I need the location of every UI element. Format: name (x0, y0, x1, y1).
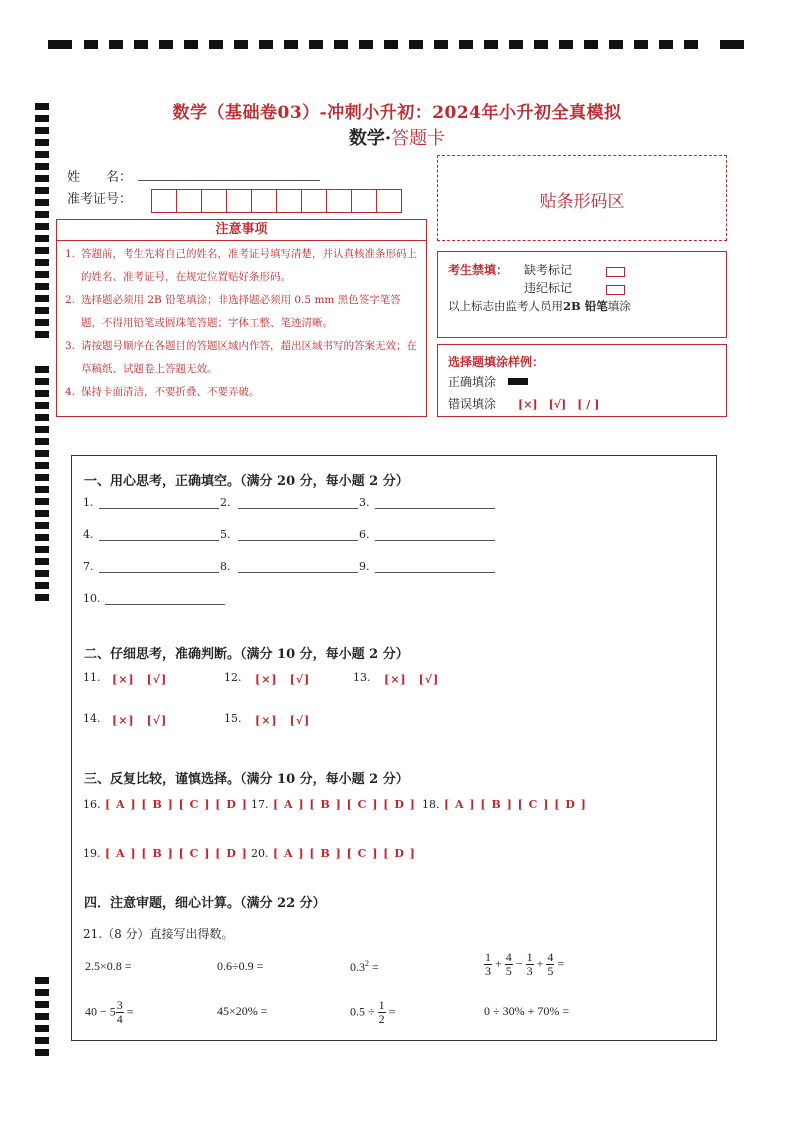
section-4-title: 四．注意审题，细心计算。（满分 22 分） (84, 896, 326, 911)
notice-item: 4. 保持卡面清洁，不要折叠、不要弄破。 (65, 386, 260, 398)
q10-number: 10. (83, 592, 101, 605)
section-3-title: 三、反复比较，谨慎选择。（满分 10 分，每小题 2 分） (84, 772, 409, 787)
card-title-sub: 答题卡 (391, 128, 446, 149)
q15-number: 15. (224, 712, 242, 725)
id-digit-box[interactable] (176, 189, 202, 213)
card-title (0, 124, 794, 150)
q21-prompt: 21.（8 分）直接写出得数。 (83, 927, 234, 941)
exam-id-boxes[interactable] (152, 189, 402, 213)
answer-area (71, 455, 717, 1041)
q3-number: 3. (359, 496, 370, 509)
sample-title: 选择题填涂样例： (448, 355, 545, 369)
q16-number: 16. (83, 798, 101, 811)
forbid-title: 考生禁填： (448, 263, 509, 277)
calc-item-4: $\frac{1}{3}$ + $\frac{4}{5}$ − $\frac{1}{3}$ + $\frac{4}{5}$ = (485, 950, 565, 978)
q11-options[interactable]: [×] [√] (112, 673, 168, 686)
calc-item-1: 2.5×0.8 = (85, 959, 132, 973)
exam-id-label: 准考证号： (67, 192, 133, 207)
id-digit-box[interactable] (351, 189, 377, 213)
q17-options[interactable]: [ A ] [ B ] [ C ] [ D ] (273, 798, 416, 811)
calc-item-7: 0.5 ÷ $\frac{1}{2}$ = (350, 998, 396, 1026)
q20-number: 20. (251, 847, 269, 860)
q3-answer-line[interactable] (375, 508, 495, 509)
q17-number: 17. (251, 798, 269, 811)
q16-options[interactable]: [ A ] [ B ] [ C ] [ D ] (105, 798, 248, 811)
correct-fill-example (508, 374, 528, 388)
q7-number: 7. (83, 560, 94, 573)
calc-item-8: 0 ÷ 30% + 70% = (484, 1004, 570, 1018)
notice-item: 3. 请按题号顺序在各题目的答题区域内作答，超出区域书写的答案无效；在草稿纸、试题卷上答题无效。 (65, 340, 417, 375)
card-title-main: 数学· (348, 128, 392, 149)
violation-label: 违纪标记 (524, 281, 573, 295)
section-1-title: 一、用心思考，正确填空。（满分 20 分，每小题 2 分） (84, 474, 409, 489)
q14-options[interactable]: [×] [√] (112, 714, 168, 727)
q1-number: 1. (83, 496, 94, 509)
notice-item: 2. 选择题必须用 2B 铅笔填涂；非选择题必须用 0.5 mm 黑色签字笔答题，不得用铅笔或圆珠笔答题；字体工整、笔迹清晰。 (65, 294, 401, 329)
q4-answer-line[interactable] (99, 540, 219, 541)
q8-number: 8. (220, 560, 231, 573)
q11-number: 11. (83, 671, 101, 684)
section-2-title: 二、仔细思考，准确判断。（满分 10 分，每小题 2 分） (84, 647, 409, 662)
q2-number: 2. (220, 496, 231, 509)
barcode-area (437, 155, 727, 241)
barcode-label: 贴条形码区 (539, 192, 625, 212)
name-label: 姓 名： (67, 170, 133, 185)
wrong-fill-examples: [×] [√] [ / ] (518, 398, 600, 411)
correct-fill-label: 正确填涂 (448, 375, 497, 389)
q15-options[interactable]: [×] [√] (255, 714, 311, 727)
calc-item-3: $0.3^2$ = (350, 959, 379, 974)
notice-heading: 注意事项 (57, 220, 426, 241)
id-digit-box[interactable] (226, 189, 252, 213)
id-digit-box[interactable] (326, 189, 352, 213)
exam-title: 数学（基础卷03）-冲刺小升初：2024年小升初全真模拟 (172, 103, 622, 123)
calc-item-6: 45×20% = (217, 1004, 268, 1018)
examiner-only-box (437, 251, 727, 338)
q1-answer-line[interactable] (99, 508, 219, 509)
q9-answer-line[interactable] (375, 572, 495, 573)
fill-sample-box (437, 344, 727, 417)
id-digit-box[interactable] (151, 189, 177, 213)
q18-number: 18. (422, 798, 440, 811)
absent-label: 缺考标记 (524, 263, 573, 277)
id-digit-box[interactable] (201, 189, 227, 213)
q12-options[interactable]: [×] [√] (255, 673, 311, 686)
q20-options[interactable]: [ A ] [ B ] [ C ] [ D ] (273, 847, 416, 860)
q12-number: 12. (224, 671, 242, 684)
q9-number: 9. (359, 560, 370, 573)
q6-number: 6. (359, 528, 370, 541)
q18-options[interactable]: [ A ] [ B ] [ C ] [ D ] (444, 798, 587, 811)
absent-mark-box[interactable] (606, 264, 625, 278)
id-digit-box[interactable] (301, 189, 327, 213)
calc-item-2: 0.6÷0.9 = (217, 959, 264, 973)
q13-number: 13. (353, 671, 371, 684)
q8-answer-line[interactable] (238, 572, 358, 573)
wrong-fill-label: 错误填涂 (448, 397, 497, 411)
notice-box (56, 219, 427, 417)
q6-answer-line[interactable] (375, 540, 495, 541)
id-digit-box[interactable] (251, 189, 277, 213)
violation-mark-box[interactable] (606, 282, 625, 296)
id-digit-box[interactable] (376, 189, 402, 213)
q19-number: 19. (83, 847, 101, 860)
q13-options[interactable]: [×] [√] (384, 673, 440, 686)
q5-answer-line[interactable] (238, 540, 358, 541)
q4-number: 4. (83, 528, 94, 541)
id-digit-box[interactable] (276, 189, 302, 213)
forbid-note: 以上标志由监考人员用2B 铅笔填涂 (448, 299, 631, 313)
q10-answer-line[interactable] (105, 604, 225, 605)
name-input-line[interactable] (138, 179, 320, 181)
q2-answer-line[interactable] (238, 508, 358, 509)
q7-answer-line[interactable] (99, 572, 219, 573)
q19-options[interactable]: [ A ] [ B ] [ C ] [ D ] (105, 847, 248, 860)
q5-number: 5. (220, 528, 231, 541)
q14-number: 14. (83, 712, 101, 725)
notice-item: 1. 答题前，考生先将自己的姓名，准考证号填写清楚，并认真核准条形码上的姓名、准考证号，在规定位置贴好条形码。 (65, 248, 417, 283)
calc-item-5: 40 − 5 $\frac{3}{4}$ = (85, 998, 134, 1026)
